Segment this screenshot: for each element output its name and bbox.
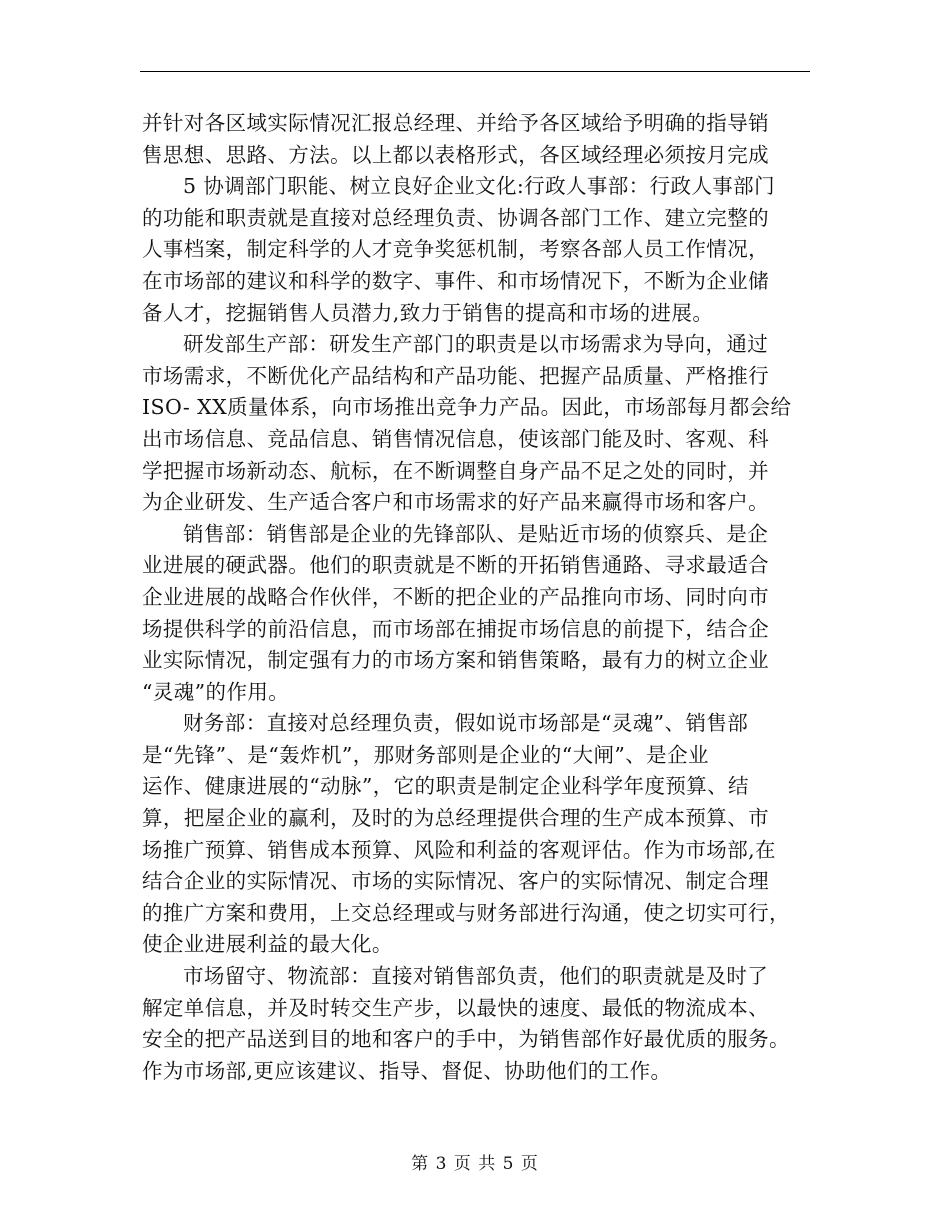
text-line: 售思想、思路、方法。以上都以表格形式，各区域经理必须按月完成 (142, 142, 769, 167)
text-line: 市场需求，不断优化产品结构和产品功能、把握产品质量、严格推行 (142, 363, 769, 388)
text-line: 安全的把产品送到目的地和客户的手中，为销售部作好最优质的服务。 (142, 1027, 790, 1052)
paragraph-2 (142, 171, 810, 329)
paragraph-5 (142, 708, 810, 961)
page-number-footer: 第 3 页 共 5 页 (411, 1154, 539, 1174)
text-line: 备人才，挖掘销售人员潜力,致力于销售的提高和市场的进展。 (142, 300, 714, 325)
text-line: 出市场信息、竞品信息、销售情况信息，使该部门能及时、客观、科 (142, 426, 769, 451)
text-line: 市场留守、物流部：直接对销售部负责，他们的职责就是及时了 (183, 964, 769, 989)
text-line: 作为市场部,更应该建议、指导、督促、协助他们的工作。 (142, 1058, 672, 1083)
text-line: 解定单信息，并及时转交生产步，以最快的速度、最低的物流成本、 (142, 995, 769, 1020)
paragraph-1 (142, 108, 810, 171)
text-line: 为企业研发、生产适合客户和市场需求的好产品来赢得市场和客户。 (142, 490, 769, 515)
text-line: 销售部：销售部是企业的先锋部队、是贴近市场的侦察兵、是企 (183, 521, 769, 546)
text-line: 场推广预算、销售成本预算、风险和利益的客观评估。作为市场部,在 (142, 837, 776, 862)
text-line: 学把握市场新动态、航标，在不断调整自身产品不足之处的同时，并 (142, 458, 769, 483)
text-line: 场提供科学的前沿信息，而市场部在捕捉市场信息的前提下，结合企 (142, 616, 769, 641)
paragraph-4 (142, 519, 810, 709)
text-line: 业实际情况，制定强有力的市场方案和销售策略，最有力的树立企业 (142, 648, 769, 673)
text-line: 人事档案，制定科学的人才竞争奖惩机制，考察各部人员工作情况， (142, 237, 769, 262)
text-line: 是“先锋”、是“轰炸机”，那财务部则是企业的“大闸”、是企业 (142, 742, 709, 767)
text-line: 的功能和职责就是直接对总经理负责、协调各部门工作、建立完整的 (142, 205, 769, 230)
text-line: 的推广方案和费用，上交总经理或与财务部进行沟通，使之切实可行， (142, 900, 790, 925)
text-line: 研发部生产部：研发生产部门的职责是以市场需求为导向，通过 (183, 332, 769, 357)
text-line: 业进展的硬武器。他们的职责就是不断的开拓销售通路、寻求最适合 (142, 553, 769, 578)
text-line: 在市场部的建议和科学的数字、事件、和市场情况下，不断为企业储 (142, 268, 769, 293)
text-line: 算，把屋企业的赢利，及时的为总经理提供合理的生产成本预算、市 (142, 806, 769, 831)
text-line: 结合企业的实际情况、市场的实际情况、客户的实际情况、制定合理 (142, 869, 769, 894)
text-line: 5 协调部门职能、树立良好企业文化:行政人事部：行政人事部门 (183, 174, 775, 199)
paragraph-3 (142, 329, 810, 519)
paragraph-6 (142, 961, 810, 1087)
text-line: 并针对各区域实际情况汇报总经理、并给予各区域给予明确的指导销 (142, 111, 769, 135)
text-line: ISO- XX质量体系，向市场推出竞争力产品。因此，市场部每月都会给 (142, 395, 792, 420)
document-body (142, 108, 810, 1087)
text-line: 运作、健康进展的“动脉”，它的职责是制定企业科学年度预算、结 (142, 774, 749, 799)
header-rule (140, 71, 810, 72)
text-line: 财务部：直接对总经理负责，假如说市场部是“灵魂”、销售部 (183, 711, 749, 736)
text-line: 使企业进展利益的最大化。 (142, 932, 393, 957)
text-line: “灵魂”的作用。 (142, 679, 290, 704)
text-line: 企业进展的战略合作伙伴，不断的把企业的产品推向市场、同时向市 (142, 584, 769, 609)
